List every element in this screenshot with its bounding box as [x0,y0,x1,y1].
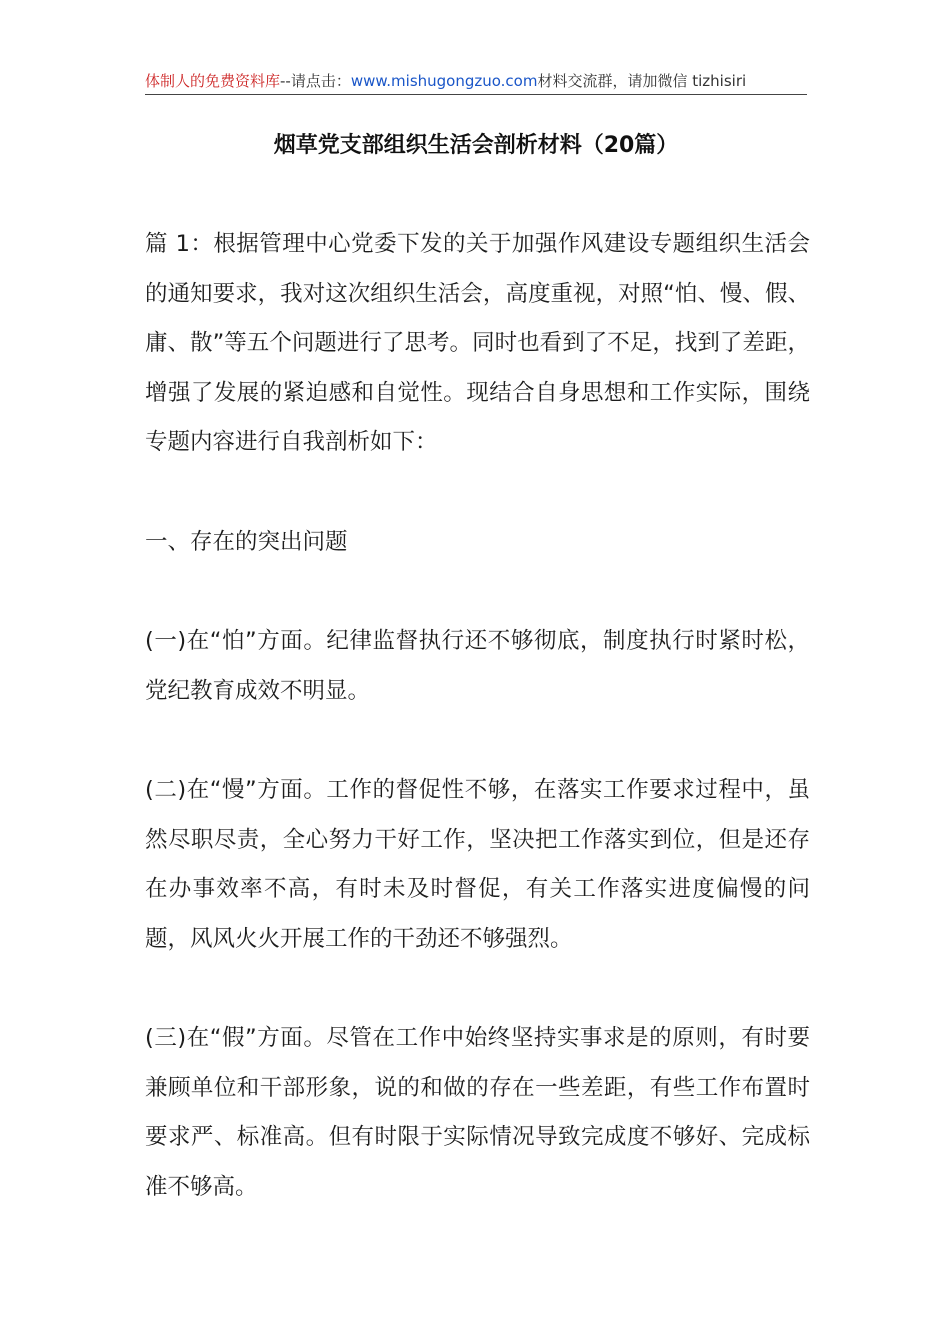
issue-paragraph-fear: (一)在“怕”方面。纪律监督执行还不够彻底，制度执行时紧时松，党纪教育成效不明显。 [145,628,810,704]
section-heading: 一、存在的突出问题 [145,528,348,555]
header-contact-note: 材料交流群，请加微信 tizhisiri [537,72,747,90]
intro-paragraph: 篇 1：根据管理中心党委下发的关于加强作风建设专题组织生活会的通知要求，我对这次组织生活会，高度重视，对照“怕、慢、假、庸、散”等五个问题进行了思考。同时也看到了不足，找到了差距，增强了发展的紧迫感和自觉性。现结合自身思想和工作实际，围绕专题内容进行自我剖析如下： [145,231,810,455]
header-prompt: --请点击： [280,72,351,90]
page-header [145,68,807,94]
document-title: 烟草党支部组织生活会剖析材料（20篇） [273,133,679,158]
issue-paragraph-slow: (二)在“慢”方面。工作的督促性不够，在落实工作要求过程中，虽然尽职尽责，全心努力干好工作，坚决把工作落实到位，但是还存在办事效率不高，有时未及时督促，有关工作落实进度偏慢的问题，风风火火开展工作的干劲还不够强烈。 [145,777,810,952]
header-website-link[interactable]: www.mishugongzuo.com [350,72,538,90]
document-body [145,220,810,1262]
issue-paragraph-false: (三)在“假”方面。尽管在工作中始终坚持实事求是的原则，有时要兼顾单位和干部形象，说的和做的存在一些差距，有些工作布置时要求严、标准高。但有时限于实际情况导致完成度不够好、完成标准不够高。 [145,1025,810,1200]
header-divider [145,94,807,95]
header-brand: 体制人的免费资料库 [145,72,281,90]
